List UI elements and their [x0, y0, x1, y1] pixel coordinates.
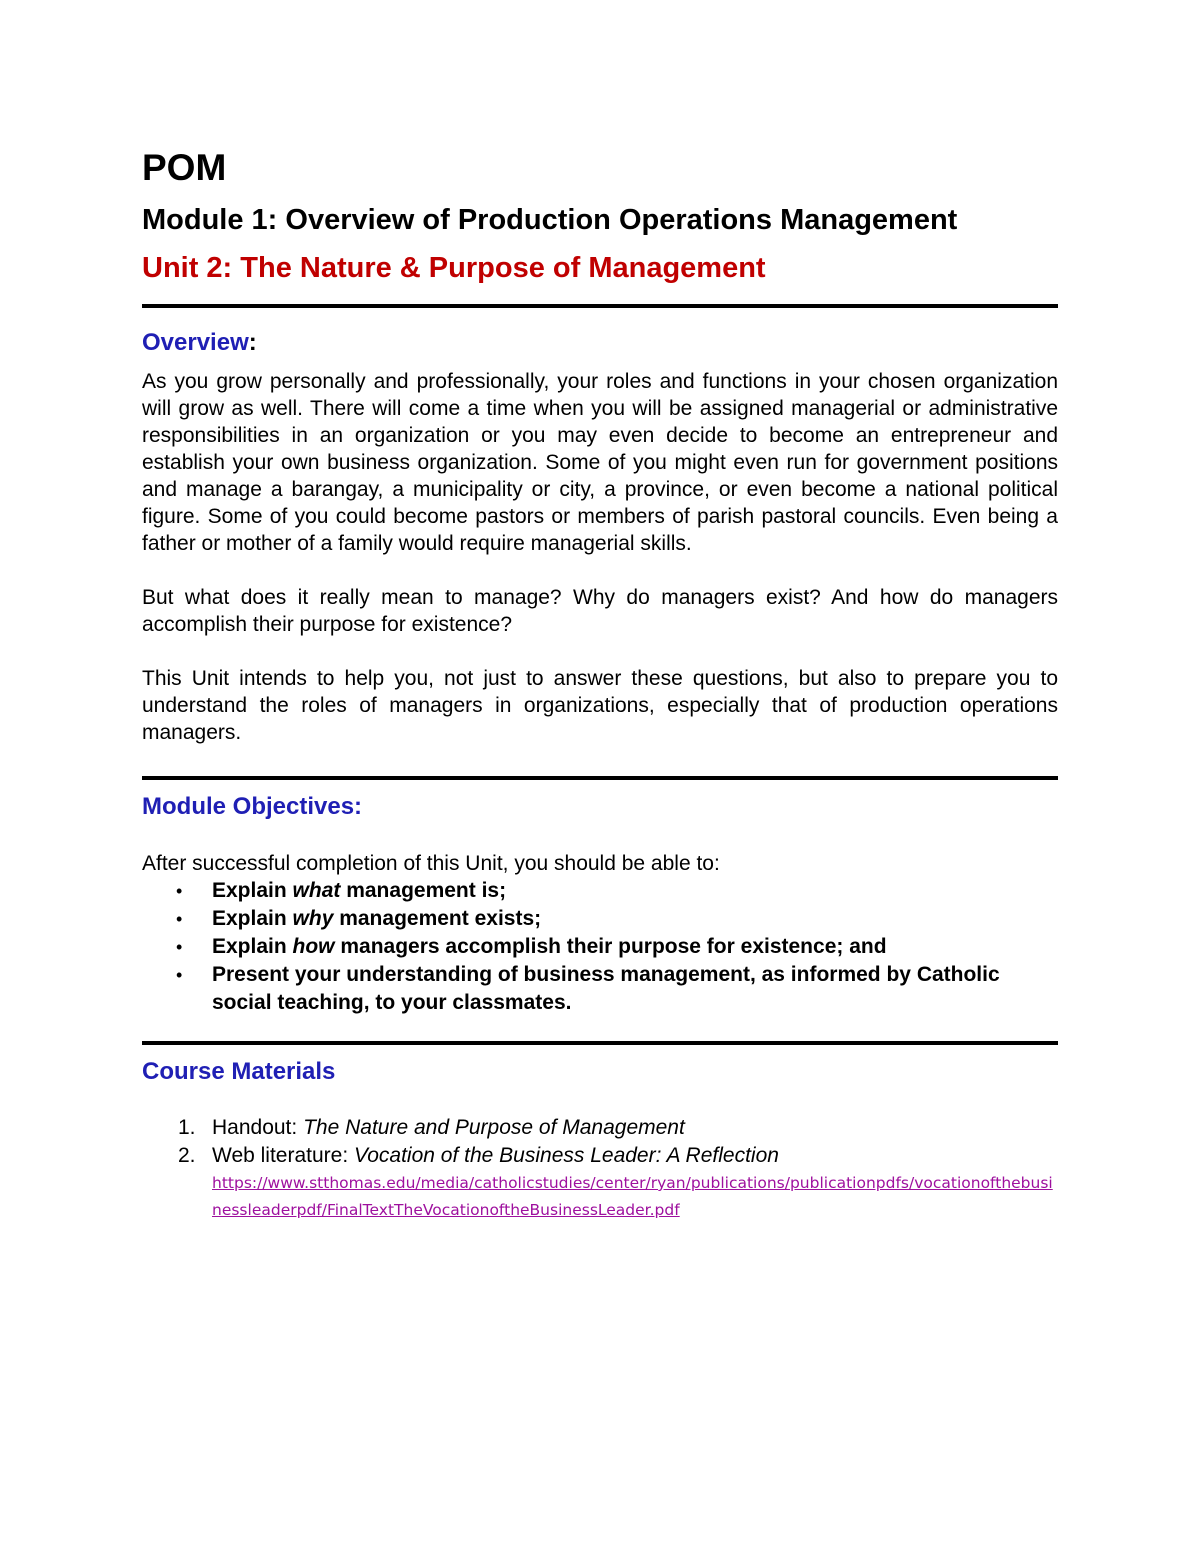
objective-text: Explain: [212, 935, 293, 958]
unit-title: Unit 2: The Nature & Purpose of Management: [142, 252, 766, 284]
objective-item: [142, 961, 1058, 1017]
objective-text: Present your understanding of business management, as informed by Catholic social teaching, to your classmates.: [212, 963, 1000, 1014]
material-title: The Nature and Purpose of Management: [303, 1116, 685, 1139]
material-item: [142, 1142, 1058, 1224]
overview-paragraph-1: As you grow personally and professionally, your roles and functions in your chosen organization will grow as well. There will come a time when you will be assigned managerial or administrative responsibilities in an organization or you may even decide to become an entrepreneur and establish your own business organization. Some of you might even run for government positions and manage a barangay, a municipality or city, a province, or even become a national political figure. Some of you could become pastors or members of parish pastoral councils. Even being a father or mother of a family would require managerial skills.: [142, 370, 1058, 555]
materials-heading: Course Materials: [142, 1058, 336, 1085]
material-title: Vocation of the Business Leader: A Reflection: [354, 1144, 779, 1167]
section-divider: [142, 776, 1058, 780]
overview-paragraph-3: This Unit intends to help you, not just to answer these questions, but also to prepare you to understand the roles of managers in organizations, especially that of production operations managers.: [142, 667, 1058, 744]
bullet-icon: •: [176, 965, 183, 985]
material-label: Web literature:: [212, 1144, 355, 1167]
overview-paragraph-2: But what does it really mean to manage? Why do managers exist? And how do managers accomplish their purpose for existence?: [142, 586, 1058, 636]
objective-emphasis: why: [292, 907, 334, 930]
objective-text: managers accomplish their purpose for existence; and: [334, 935, 887, 958]
material-link[interactable]: https://www.stthomas.edu/media/catholicstudies/center/ryan/publications/publicationpdfs/vocationofthebusinessleaderpdf/FinalTextTheVocationoftheBusinessLeader.pdf: [212, 1174, 1053, 1219]
objective-emphasis: how: [292, 935, 335, 958]
material-number: 2.: [178, 1144, 196, 1167]
module-title: Module 1: Overview of Production Operations Management: [142, 204, 958, 236]
objective-item: [142, 933, 1058, 961]
objective-item: [142, 877, 1058, 905]
overview-heading-colon: :: [248, 329, 257, 356]
objective-text: Explain: [212, 907, 293, 930]
objective-item: [142, 905, 1058, 933]
material-item: [142, 1114, 1058, 1142]
objective-text: management exists;: [333, 907, 542, 930]
material-number: 1.: [178, 1116, 196, 1139]
document-title: POM: [142, 147, 227, 188]
bullet-icon: •: [176, 881, 183, 901]
objectives-heading: Module Objectives:: [142, 793, 363, 820]
section-divider: [142, 304, 1058, 308]
objectives-intro: After successful completion of this Unit, you should be able to:: [142, 852, 720, 875]
bullet-icon: •: [176, 937, 183, 957]
objectives-list: [142, 877, 1058, 1017]
overview-heading: [142, 328, 1058, 358]
bullet-icon: •: [176, 909, 183, 929]
objective-text: Explain: [212, 879, 293, 902]
materials-list: [142, 1114, 1058, 1224]
material-label: Handout:: [212, 1116, 304, 1139]
overview-heading-text: Overview: [142, 329, 249, 356]
objective-emphasis: what: [292, 879, 341, 902]
page-content: [142, 146, 1058, 1224]
section-divider: [142, 1041, 1058, 1045]
objective-text: management is;: [340, 879, 507, 902]
